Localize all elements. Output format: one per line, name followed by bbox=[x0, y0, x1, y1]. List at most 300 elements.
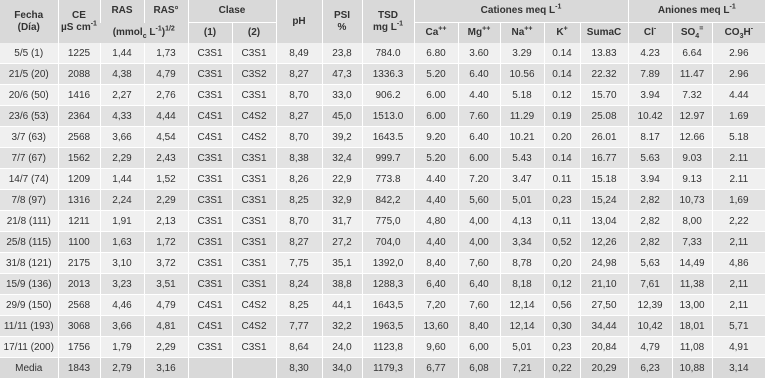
table-cell: 26.01 bbox=[580, 127, 628, 148]
header-tsd: TSD mg $L^{-1}$ bbox=[362, 0, 414, 43]
table-cell: 44,1 bbox=[322, 295, 362, 316]
table-cell: 0,22 bbox=[544, 358, 580, 379]
table-cell: 1756 bbox=[58, 337, 100, 358]
table-cell: 1.69 bbox=[712, 106, 765, 127]
table-cell: 1843 bbox=[58, 358, 100, 379]
table-cell: 784.0 bbox=[362, 43, 414, 64]
table-cell: 4,79 bbox=[144, 64, 188, 85]
header-mg: Mg++ bbox=[458, 23, 500, 44]
table-cell: 0.19 bbox=[544, 106, 580, 127]
table-cell: 38,8 bbox=[322, 274, 362, 295]
table-cell: 5.18 bbox=[500, 85, 544, 106]
table-cell: 2,82 bbox=[628, 211, 672, 232]
table-cell: 3,66 bbox=[100, 127, 144, 148]
header-clase: Clase bbox=[188, 0, 276, 23]
header-sumac: SumaC bbox=[580, 23, 628, 44]
table-row bbox=[0, 190, 765, 211]
table-cell: 7,60 bbox=[458, 253, 500, 274]
table-cell: 6,40 bbox=[458, 274, 500, 295]
table-cell: 4,81 bbox=[144, 316, 188, 337]
table-cell: 2568 bbox=[58, 127, 100, 148]
table-row bbox=[0, 316, 765, 337]
table-cell: 2,11 bbox=[712, 295, 765, 316]
table-cell: 5,01 bbox=[500, 337, 544, 358]
table-cell: 8,70 bbox=[276, 127, 322, 148]
table-cell: 842,2 bbox=[362, 190, 414, 211]
table-cell: 3.94 bbox=[628, 169, 672, 190]
table-row bbox=[0, 274, 765, 295]
table-cell: 7,77 bbox=[276, 316, 322, 337]
table-cell: 0.11 bbox=[544, 169, 580, 190]
table-cell: 11,38 bbox=[672, 274, 712, 295]
table-cell: 999.7 bbox=[362, 148, 414, 169]
table-cell: 1100 bbox=[58, 232, 100, 253]
table-cell: 2,79 bbox=[100, 358, 144, 379]
table-cell: 4,38 bbox=[100, 64, 144, 85]
table-cell: 3,14 bbox=[712, 358, 765, 379]
table-cell: 1288,3 bbox=[362, 274, 414, 295]
table-cell: C3S1 bbox=[188, 253, 232, 274]
table-cell: 2.96 bbox=[712, 43, 765, 64]
header-so4: $SO_4^=$ bbox=[672, 23, 712, 44]
table-cell: 3/7 (63) bbox=[0, 127, 58, 148]
table-cell: 11.47 bbox=[672, 64, 712, 85]
table-cell: 7,21 bbox=[500, 358, 544, 379]
table-cell: 13.83 bbox=[580, 43, 628, 64]
table-cell: 4.44 bbox=[712, 85, 765, 106]
table-cell: 1,52 bbox=[144, 169, 188, 190]
table-cell: 8,78 bbox=[500, 253, 544, 274]
table-cell: 2,76 bbox=[144, 85, 188, 106]
table-cell bbox=[232, 358, 276, 379]
table-cell: 7,75 bbox=[276, 253, 322, 274]
table-cell: 7/8 (97) bbox=[0, 190, 58, 211]
table-cell: 10.42 bbox=[628, 106, 672, 127]
table-cell: 2,11 bbox=[712, 274, 765, 295]
table-cell: 2,13 bbox=[144, 211, 188, 232]
table-row bbox=[0, 85, 765, 106]
table-cell: 25/8 (115) bbox=[0, 232, 58, 253]
table-cell: 4,00 bbox=[458, 232, 500, 253]
table-cell: 2.11 bbox=[712, 169, 765, 190]
table-cell: 2.96 bbox=[712, 64, 765, 85]
table-row bbox=[0, 337, 765, 358]
table-cell: 9,60 bbox=[414, 337, 458, 358]
table-cell: 1123,8 bbox=[362, 337, 414, 358]
header-clase-2: (2) bbox=[232, 23, 276, 44]
header-clase-1: (1) bbox=[188, 23, 232, 44]
header-aniones: Aniones meq $L^{-1}$ bbox=[628, 0, 765, 23]
table-cell: 1643.5 bbox=[362, 127, 414, 148]
table-cell: 2,29 bbox=[144, 190, 188, 211]
table-cell: 5.18 bbox=[712, 127, 765, 148]
table-row bbox=[0, 106, 765, 127]
table-cell: 4,40 bbox=[414, 232, 458, 253]
table-cell: 2568 bbox=[58, 295, 100, 316]
table-cell: 8,25 bbox=[276, 295, 322, 316]
header-ras-unit: (mmol$_c$ $L^{-1})^{1/2}$ bbox=[100, 23, 188, 44]
table-cell: 32,2 bbox=[322, 316, 362, 337]
table-cell: 2,11 bbox=[712, 232, 765, 253]
table-cell: 15.18 bbox=[580, 169, 628, 190]
table-cell: 8,25 bbox=[276, 190, 322, 211]
table-cell: 3,66 bbox=[100, 316, 144, 337]
table-cell: 17/11 (200) bbox=[0, 337, 58, 358]
table-cell: 0.12 bbox=[544, 85, 580, 106]
table-cell: 1416 bbox=[58, 85, 100, 106]
table-cell: 12.97 bbox=[672, 106, 712, 127]
table-cell: 1,91 bbox=[100, 211, 144, 232]
table-cell: 3,16 bbox=[144, 358, 188, 379]
table-cell: 10,88 bbox=[672, 358, 712, 379]
table-cell: 1,63 bbox=[100, 232, 144, 253]
table-cell: 0.14 bbox=[544, 148, 580, 169]
table-cell: 8,38 bbox=[276, 148, 322, 169]
table-cell: 10.21 bbox=[500, 127, 544, 148]
table-cell: 2364 bbox=[58, 106, 100, 127]
table-cell: 2.11 bbox=[712, 148, 765, 169]
table-cell: 8,30 bbox=[276, 358, 322, 379]
table-cell: 1,44 bbox=[100, 169, 144, 190]
table-cell: 3.60 bbox=[458, 43, 500, 64]
table-cell: 15/9 (136) bbox=[0, 274, 58, 295]
table-cell: 9.20 bbox=[414, 127, 458, 148]
header-co3h: $CO_3H^-$ bbox=[712, 23, 765, 44]
table-cell: 8,49 bbox=[276, 43, 322, 64]
table-cell: 3,23 bbox=[100, 274, 144, 295]
table-cell: 6.64 bbox=[672, 43, 712, 64]
table-cell: 0.20 bbox=[544, 127, 580, 148]
table-cell: 1336.3 bbox=[362, 64, 414, 85]
table-cell: 1316 bbox=[58, 190, 100, 211]
table-cell: 0.14 bbox=[544, 64, 580, 85]
table-cell: 22,9 bbox=[322, 169, 362, 190]
table-row bbox=[0, 169, 765, 190]
table-cell: 8,27 bbox=[276, 232, 322, 253]
table-cell: 3.29 bbox=[500, 43, 544, 64]
table-cell: 1963,5 bbox=[362, 316, 414, 337]
table-cell: 13,00 bbox=[672, 295, 712, 316]
table-cell: 16.77 bbox=[580, 148, 628, 169]
table-cell: 7.20 bbox=[458, 169, 500, 190]
table-cell: 10,42 bbox=[628, 316, 672, 337]
table-cell: 5.43 bbox=[500, 148, 544, 169]
table-cell: 12.66 bbox=[672, 127, 712, 148]
table-cell: C4S2 bbox=[232, 295, 276, 316]
table-cell: C4S1 bbox=[188, 106, 232, 127]
header-ph: pH bbox=[276, 0, 322, 43]
table-cell: C3S1 bbox=[188, 337, 232, 358]
table-cell: C3S1 bbox=[188, 85, 232, 106]
table-cell: 4,79 bbox=[628, 337, 672, 358]
table-cell: 6,77 bbox=[414, 358, 458, 379]
table-cell: 0,30 bbox=[544, 316, 580, 337]
table-cell: 6,23 bbox=[628, 358, 672, 379]
table-cell: 5,71 bbox=[712, 316, 765, 337]
table-cell: 1643,5 bbox=[362, 295, 414, 316]
table-cell: 8,27 bbox=[276, 64, 322, 85]
table-cell: 1,72 bbox=[144, 232, 188, 253]
table-cell: 4,44 bbox=[144, 106, 188, 127]
table-cell: C3S1 bbox=[188, 169, 232, 190]
table-cell: 5,01 bbox=[500, 190, 544, 211]
table-cell: C3S1 bbox=[188, 211, 232, 232]
table-cell: 4.40 bbox=[414, 169, 458, 190]
table-cell: 0,23 bbox=[544, 190, 580, 211]
table-row bbox=[0, 253, 765, 274]
table-cell: 1562 bbox=[58, 148, 100, 169]
header-psi: PSI % bbox=[322, 0, 362, 43]
table-cell: 11,08 bbox=[672, 337, 712, 358]
table-cell: C3S1 bbox=[188, 274, 232, 295]
table-cell: 3,10 bbox=[100, 253, 144, 274]
table-cell: 3068 bbox=[58, 316, 100, 337]
header-ca: Ca++ bbox=[414, 23, 458, 44]
table-cell: 12,14 bbox=[500, 295, 544, 316]
table-cell: 8,64 bbox=[276, 337, 322, 358]
table-cell: 5.63 bbox=[628, 148, 672, 169]
table-cell: 8.17 bbox=[628, 127, 672, 148]
table-cell: 4,40 bbox=[414, 190, 458, 211]
table-cell: 6.40 bbox=[458, 127, 500, 148]
table-cell: 31/8 (121) bbox=[0, 253, 58, 274]
table-cell: 4,33 bbox=[100, 106, 144, 127]
table-cell: 7.60 bbox=[458, 106, 500, 127]
table-cell: 8,40 bbox=[458, 316, 500, 337]
table-cell: 5.20 bbox=[414, 64, 458, 85]
table-cell: 21/5 (20) bbox=[0, 64, 58, 85]
table-cell: 3.47 bbox=[500, 169, 544, 190]
table-cell: C3S1 bbox=[232, 43, 276, 64]
table-cell: 32,9 bbox=[322, 190, 362, 211]
table-row bbox=[0, 295, 765, 316]
table-cell: 22.32 bbox=[580, 64, 628, 85]
header-ras: RAS bbox=[100, 0, 144, 23]
table-cell: 20/6 (50) bbox=[0, 85, 58, 106]
table-cell: 2,29 bbox=[100, 148, 144, 169]
table-cell: 8,24 bbox=[276, 274, 322, 295]
table-cell: C3S1 bbox=[188, 64, 232, 85]
table-cell: C3S2 bbox=[232, 64, 276, 85]
table-cell: C3S1 bbox=[232, 253, 276, 274]
table-row bbox=[0, 64, 765, 85]
table-cell: 0,20 bbox=[544, 253, 580, 274]
table-cell: Media bbox=[0, 358, 58, 379]
header-cationes: Cationes meq $L^{-1}$ bbox=[414, 0, 628, 23]
table-cell: 906.2 bbox=[362, 85, 414, 106]
table-cell: 20,84 bbox=[580, 337, 628, 358]
table-cell: 0.14 bbox=[544, 43, 580, 64]
table-cell: 15.70 bbox=[580, 85, 628, 106]
table-cell: 2013 bbox=[58, 274, 100, 295]
table-cell: 29/9 (150) bbox=[0, 295, 58, 316]
table-cell: 4,00 bbox=[458, 211, 500, 232]
table-cell: 5.20 bbox=[414, 148, 458, 169]
table-cell: C4S1 bbox=[188, 127, 232, 148]
table-cell: 7,61 bbox=[628, 274, 672, 295]
table-cell: 21,10 bbox=[580, 274, 628, 295]
table-cell: 1,73 bbox=[144, 43, 188, 64]
table-cell: 1,44 bbox=[100, 43, 144, 64]
table-cell: C4S1 bbox=[188, 316, 232, 337]
table-cell: C4S1 bbox=[188, 295, 232, 316]
table-cell: 24,98 bbox=[580, 253, 628, 274]
table-cell: 9.13 bbox=[672, 169, 712, 190]
table-cell: 2,82 bbox=[628, 190, 672, 211]
table-cell: 3.94 bbox=[628, 85, 672, 106]
table-row bbox=[0, 211, 765, 232]
table-cell: 34,44 bbox=[580, 316, 628, 337]
table-cell: 11/11 (193) bbox=[0, 316, 58, 337]
table-cell: 1179,3 bbox=[362, 358, 414, 379]
table-cell: C3S1 bbox=[232, 190, 276, 211]
table-cell: 4,79 bbox=[144, 295, 188, 316]
table-row bbox=[0, 43, 765, 64]
table-cell: 6,40 bbox=[414, 274, 458, 295]
table-cell: 1225 bbox=[58, 43, 100, 64]
table-cell: 13,60 bbox=[414, 316, 458, 337]
table-cell: 20,29 bbox=[580, 358, 628, 379]
table-cell: 7.32 bbox=[672, 85, 712, 106]
table-cell: 1209 bbox=[58, 169, 100, 190]
table-cell: 2,29 bbox=[144, 337, 188, 358]
table-cell: C4S2 bbox=[232, 127, 276, 148]
table-cell: 773.8 bbox=[362, 169, 414, 190]
header-k: K+ bbox=[544, 23, 580, 44]
table-cell: 4,86 bbox=[712, 253, 765, 274]
table-cell: 39,2 bbox=[322, 127, 362, 148]
table-cell: 4.40 bbox=[458, 85, 500, 106]
table-cell: C4S2 bbox=[232, 106, 276, 127]
table-cell: 1513.0 bbox=[362, 106, 414, 127]
table-cell: 8,70 bbox=[276, 85, 322, 106]
table-cell: 13,04 bbox=[580, 211, 628, 232]
table-cell: 4,46 bbox=[100, 295, 144, 316]
table-cell: 24,0 bbox=[322, 337, 362, 358]
table-cell: 0,52 bbox=[544, 232, 580, 253]
table-cell: 12,39 bbox=[628, 295, 672, 316]
table-cell: 8,40 bbox=[414, 253, 458, 274]
table-cell: 1392,0 bbox=[362, 253, 414, 274]
table-cell: 2175 bbox=[58, 253, 100, 274]
table-cell: C3S1 bbox=[232, 232, 276, 253]
table-cell: 0,23 bbox=[544, 337, 580, 358]
table-cell: C3S1 bbox=[188, 190, 232, 211]
table-cell: 7,20 bbox=[414, 295, 458, 316]
table-cell: 0,12 bbox=[544, 274, 580, 295]
table-cell: C3S1 bbox=[232, 211, 276, 232]
table-cell: 2,27 bbox=[100, 85, 144, 106]
table-cell: 7,60 bbox=[458, 295, 500, 316]
table-cell: 6.00 bbox=[414, 85, 458, 106]
table-cell: 4,54 bbox=[144, 127, 188, 148]
table-cell: C3S1 bbox=[232, 274, 276, 295]
table-body bbox=[0, 43, 765, 379]
table-cell: C3S1 bbox=[232, 337, 276, 358]
table-cell: 11.29 bbox=[500, 106, 544, 127]
table-cell: 45,0 bbox=[322, 106, 362, 127]
table-cell: C3S1 bbox=[232, 148, 276, 169]
header-fecha: Fecha (Día) bbox=[0, 0, 58, 43]
table-cell: 34,0 bbox=[322, 358, 362, 379]
table-cell: 6.00 bbox=[414, 106, 458, 127]
table-cell: C3S1 bbox=[188, 232, 232, 253]
table-cell: 5,63 bbox=[628, 253, 672, 274]
table-cell: 27,50 bbox=[580, 295, 628, 316]
table-cell: 21/8 (111) bbox=[0, 211, 58, 232]
table-cell: 8,00 bbox=[672, 211, 712, 232]
table-cell: 2,22 bbox=[712, 211, 765, 232]
table-cell: 27,2 bbox=[322, 232, 362, 253]
table-cell: 3,34 bbox=[500, 232, 544, 253]
table-cell: 18,01 bbox=[672, 316, 712, 337]
table-cell: 14/7 (74) bbox=[0, 169, 58, 190]
table-cell: 8,70 bbox=[276, 211, 322, 232]
table-cell: 775,0 bbox=[362, 211, 414, 232]
table-cell: 4.23 bbox=[628, 43, 672, 64]
table-row bbox=[0, 232, 765, 253]
table-cell: 704,0 bbox=[362, 232, 414, 253]
table-cell: 2,82 bbox=[628, 232, 672, 253]
table-cell: C3S1 bbox=[188, 43, 232, 64]
table-cell: 14,49 bbox=[672, 253, 712, 274]
table-cell bbox=[188, 358, 232, 379]
table-cell: 1211 bbox=[58, 211, 100, 232]
table-header bbox=[0, 0, 765, 43]
table-cell: 2088 bbox=[58, 64, 100, 85]
header-ce: CE µS $cm^{-1}$ bbox=[58, 0, 100, 43]
header-na: Na++ bbox=[500, 23, 544, 44]
table-cell: 10,73 bbox=[672, 190, 712, 211]
table-cell: 1,79 bbox=[100, 337, 144, 358]
table-cell: 47,3 bbox=[322, 64, 362, 85]
table-cell: 6.00 bbox=[458, 148, 500, 169]
table-cell: 2,43 bbox=[144, 148, 188, 169]
table-cell: 25.08 bbox=[580, 106, 628, 127]
table-cell: 3,72 bbox=[144, 253, 188, 274]
table-cell: C3S1 bbox=[188, 148, 232, 169]
table-cell: 35,1 bbox=[322, 253, 362, 274]
table-cell: 0,11 bbox=[544, 211, 580, 232]
table-row bbox=[0, 148, 765, 169]
table-row bbox=[0, 127, 765, 148]
table-cell: 0,56 bbox=[544, 295, 580, 316]
table-cell: 6.80 bbox=[414, 43, 458, 64]
table-cell: 7.89 bbox=[628, 64, 672, 85]
table-cell: 12,14 bbox=[500, 316, 544, 337]
table-cell: C3S1 bbox=[232, 85, 276, 106]
table-cell: 3,51 bbox=[144, 274, 188, 295]
table-cell: 9.03 bbox=[672, 148, 712, 169]
table-cell: 31,7 bbox=[322, 211, 362, 232]
table-cell: 6.40 bbox=[458, 64, 500, 85]
table-cell: 7/7 (67) bbox=[0, 148, 58, 169]
table-cell: 6,08 bbox=[458, 358, 500, 379]
table-cell: 8,27 bbox=[276, 106, 322, 127]
table-cell: 33,0 bbox=[322, 85, 362, 106]
table-cell: 6,00 bbox=[458, 337, 500, 358]
table-cell: 8,18 bbox=[500, 274, 544, 295]
header-cl: Cl- bbox=[628, 23, 672, 44]
table-cell: 4,80 bbox=[414, 211, 458, 232]
table-cell: 1,69 bbox=[712, 190, 765, 211]
table-row bbox=[0, 358, 765, 379]
table-cell: 5,60 bbox=[458, 190, 500, 211]
table-cell: 8,26 bbox=[276, 169, 322, 190]
table-cell: 32,4 bbox=[322, 148, 362, 169]
table-cell: 23,8 bbox=[322, 43, 362, 64]
table-cell: C3S1 bbox=[232, 169, 276, 190]
